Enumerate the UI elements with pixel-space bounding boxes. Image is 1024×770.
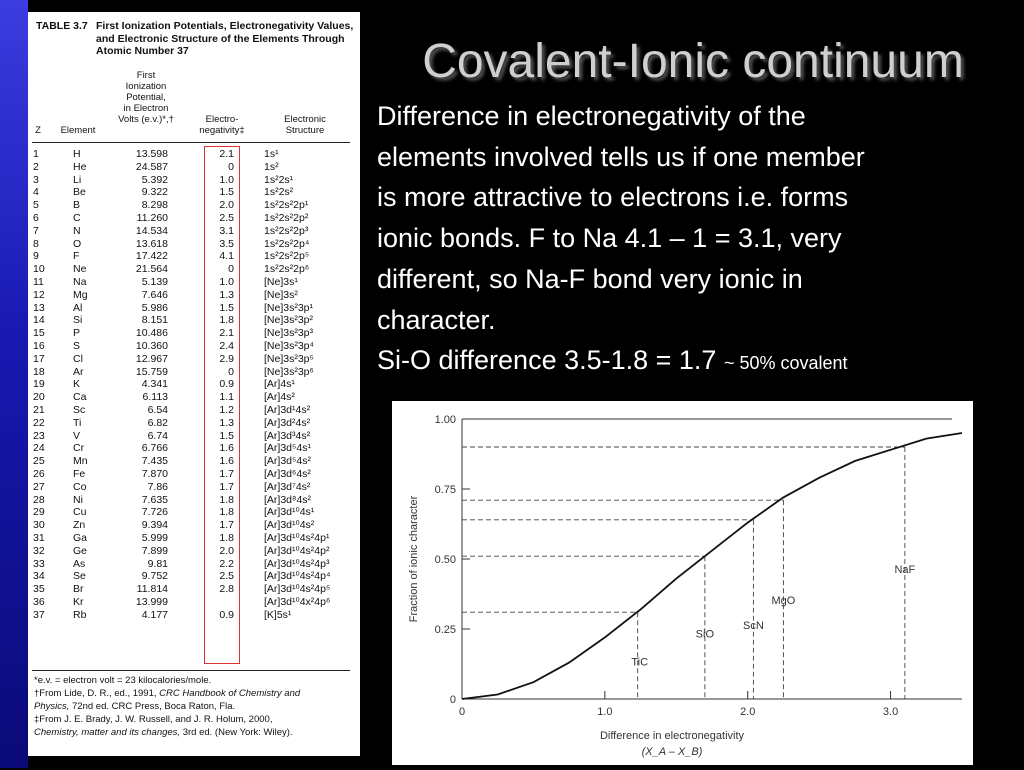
x-axis-label: Difference in electronegativity — [599, 730, 745, 742]
cell-structure: [Ar]3d¹⁰4s²4p¹ — [264, 532, 330, 544]
cell-z: 28 — [33, 493, 45, 506]
cell-structure: [Ne]3s²3p⁵ — [264, 352, 314, 365]
table-footnotes — [34, 674, 356, 739]
cell-z: 10 — [33, 263, 45, 276]
cell-element: Mg — [73, 288, 88, 301]
cell-ionization: 5.999 — [141, 532, 168, 544]
cell-z: 15 — [33, 327, 45, 340]
cell-ionization: 21.564 — [135, 263, 168, 276]
cell-element: H — [73, 148, 81, 160]
x-tick-label: 2.0 — [740, 706, 756, 718]
header-en-line: negativity‡ — [199, 125, 245, 136]
body-line: ionic bonds. F to Na 4.1 – 1 = 3.1, very — [377, 223, 842, 254]
table-row — [28, 225, 360, 238]
cell-z: 22 — [33, 416, 45, 429]
cell-ionization: 6.766 — [141, 442, 168, 455]
cell-z: 24 — [33, 442, 45, 455]
cell-ionization: 9.752 — [141, 570, 168, 583]
table-row — [28, 148, 360, 161]
table-row — [28, 250, 360, 263]
cell-structure: [Ar]3d¹⁰4s²4p⁵ — [264, 583, 331, 596]
cell-electronegativity: 1.8 — [219, 506, 234, 519]
cell-ionization: 7.870 — [141, 468, 168, 480]
annotation-label: SiO — [695, 628, 715, 641]
cell-electronegativity: 2.8 — [219, 583, 234, 596]
cell-ionization: 8.151 — [141, 314, 168, 327]
cell-element: P — [73, 327, 81, 340]
cell-structure: [Ar]3d¹⁰4s²4p³ — [264, 557, 330, 570]
cell-electronegativity: 2.5 — [219, 212, 234, 224]
cell-electronegativity: 2.1 — [219, 327, 234, 340]
table-row — [28, 596, 360, 609]
cell-ionization: 13.598 — [135, 148, 168, 160]
cell-element: Sc — [73, 404, 86, 416]
cell-structure: 1s²2s²2p⁶ — [264, 263, 310, 276]
cell-element: B — [73, 199, 81, 212]
cell-element: Ge — [73, 544, 88, 557]
cell-ionization: 6.74 — [147, 429, 168, 442]
cell-structure: [Ne]3s²3p⁶ — [264, 365, 314, 378]
table-row — [28, 391, 360, 404]
body-line: elements involved tells us if one member — [377, 141, 865, 172]
header-structure-line: Structure — [285, 125, 325, 136]
table-row — [28, 327, 360, 340]
footnote-book: CRC Handbook of Chemistry and — [159, 688, 301, 699]
cell-z: 23 — [33, 429, 45, 442]
table-caption: First Ionization Potentials, Electronegativity Values, and Electronic Structure of the Elements Through Atomic Number 37 — [96, 20, 354, 57]
y-tick-label: 0 — [449, 694, 456, 706]
cell-ionization: 11.814 — [136, 583, 168, 596]
element-table-panel — [28, 12, 360, 756]
header-en-line: Electro- — [205, 114, 239, 125]
series-line-ionic-character — [462, 433, 962, 699]
footnote-ev: *e.v. = electron volt = 23 kilocalories/mole. — [34, 675, 212, 686]
footnote-text: 72nd ed. CRC Press, Boca Raton, Fla. — [69, 701, 236, 712]
cell-element: Fe — [73, 468, 86, 480]
cell-z: 29 — [33, 506, 45, 519]
cell-z: 18 — [33, 365, 45, 378]
annotation-label: TiC — [631, 656, 649, 669]
cell-z: 2 — [33, 160, 39, 173]
table-row — [28, 302, 360, 315]
cell-ionization: 7.635 — [141, 493, 168, 506]
header-ip-line: in Electron — [123, 103, 169, 114]
header-ionization — [98, 70, 194, 125]
cell-z: 32 — [33, 544, 45, 557]
header-ip-line: Volts (e.v.)*,† — [118, 114, 174, 125]
cell-element: Al — [73, 301, 83, 314]
cell-structure: 1s²2s²2p² — [264, 212, 309, 224]
footnote-lide-cont — [34, 700, 356, 713]
cell-electronegativity: 1.5 — [219, 301, 234, 314]
cell-z: 9 — [33, 250, 39, 263]
cell-structure: [Ar]3d⁸4s² — [264, 493, 312, 506]
footnote-brady-cont — [34, 726, 356, 739]
cell-structure: [Ne]3s¹ — [264, 276, 298, 288]
cell-element: Rb — [73, 608, 87, 621]
cell-electronegativity: 2.0 — [219, 199, 234, 212]
cell-ionization: 10.360 — [135, 340, 168, 352]
y-tick-label: 0.50 — [434, 554, 456, 566]
footnote-lide — [34, 687, 356, 700]
y-tick-label: 1.00 — [434, 414, 456, 426]
x-tick-label: 1.0 — [597, 706, 613, 718]
cell-z: 20 — [33, 391, 45, 404]
table-row — [28, 378, 360, 391]
annotation-label: NaF — [894, 564, 916, 576]
cell-electronegativity: 2.0 — [219, 544, 234, 557]
footnote-book: Physics, — [34, 701, 70, 712]
cell-element: Na — [73, 276, 87, 288]
cell-electronegativity: 1.7 — [219, 468, 234, 480]
slide-title: Covalent-Ionic continuum — [422, 35, 964, 88]
cell-structure: 1s²2s²2p³ — [264, 224, 309, 237]
cell-electronegativity: 3.1 — [219, 224, 234, 237]
cell-z: 27 — [33, 480, 45, 493]
cell-element: As — [73, 557, 86, 570]
cell-electronegativity: 4.1 — [219, 250, 234, 263]
table-row — [28, 442, 360, 455]
cell-electronegativity: 1.3 — [219, 416, 234, 429]
covalent-percent-note: ~ 50% covalent — [723, 353, 848, 374]
cell-ionization: 6.82 — [147, 416, 168, 429]
cell-electronegativity: 0.9 — [219, 378, 234, 391]
cell-structure: 1s²2s²2p⁴ — [264, 237, 310, 250]
cell-structure: 1s²2s²2p⁵ — [264, 250, 310, 263]
cell-element: Ni — [73, 493, 83, 506]
cell-z: 13 — [33, 301, 45, 314]
table-row — [28, 174, 360, 187]
cell-structure: 1s²2s¹ — [264, 173, 294, 186]
cell-element: F — [73, 250, 80, 263]
cell-structure: [Ar]3d²4s² — [264, 416, 311, 429]
cell-ionization: 4.341 — [141, 378, 168, 391]
cell-structure: [K]5s¹ — [264, 608, 292, 621]
cell-z: 6 — [33, 212, 39, 224]
cell-z: 8 — [33, 237, 39, 250]
table-row — [28, 404, 360, 417]
cell-electronegativity: 0.9 — [219, 608, 234, 621]
body-line: different, so Na-F bond very ionic in — [377, 263, 803, 294]
cell-electronegativity: 1.2 — [219, 404, 234, 416]
cell-element: S — [73, 340, 81, 352]
cell-element: V — [73, 429, 81, 442]
cell-structure: 1s¹ — [264, 148, 279, 160]
cell-electronegativity: 1.7 — [219, 480, 234, 493]
cell-electronegativity: 2.2 — [219, 557, 234, 570]
cell-electronegativity: 1.0 — [219, 173, 234, 186]
footnote-book: Chemistry, matter and its changes, — [34, 727, 181, 738]
cell-ionization: 7.726 — [141, 506, 168, 519]
cell-z: 1 — [33, 148, 39, 160]
y-tick-label: 0.25 — [434, 624, 456, 636]
table-row — [28, 532, 360, 545]
header-ip-line: First — [136, 70, 156, 81]
cell-ionization: 7.899 — [141, 544, 168, 557]
header-element: Element — [60, 125, 96, 136]
cell-ionization: 15.759 — [135, 365, 168, 378]
cell-electronegativity: 1.7 — [219, 519, 234, 532]
cell-z: 17 — [33, 352, 45, 365]
table-row — [28, 314, 360, 327]
table-row — [28, 366, 360, 379]
slide-body — [377, 96, 1017, 384]
cell-electronegativity: 0 — [228, 160, 234, 173]
footer-rule — [32, 670, 350, 671]
cell-ionization: 9.322 — [141, 186, 168, 199]
cell-structure: 1s² — [264, 160, 279, 173]
sio-difference-text: Si-O difference 3.5-1.8 = 1.7 — [377, 345, 724, 376]
table-row — [28, 430, 360, 443]
header-ip-line: Ionization — [125, 81, 167, 92]
header-rule — [32, 142, 350, 143]
cell-ionization: 13.618 — [135, 237, 168, 250]
cell-element: O — [73, 237, 82, 250]
cell-z: 16 — [33, 340, 45, 352]
cell-ionization: 5.139 — [141, 276, 168, 288]
table-row — [28, 289, 360, 302]
footnote-text: †From Lide, D. R., ed., 1991, — [34, 688, 160, 699]
table-row — [28, 583, 360, 596]
x-tick-label: 3.0 — [882, 706, 899, 718]
cell-element: Ga — [73, 532, 88, 544]
cell-element: Cr — [73, 442, 85, 455]
cell-z: 26 — [33, 468, 45, 480]
cell-electronegativity: 2.1 — [219, 148, 234, 160]
table-row — [28, 494, 360, 507]
cell-structure: [Ar]3d¹4s² — [264, 404, 311, 416]
cell-element: Ne — [73, 263, 87, 276]
cell-ionization: 12.967 — [135, 352, 168, 365]
body-line: is more attractive to electrons i.e. forms — [377, 182, 849, 213]
cell-element: Si — [73, 314, 83, 327]
cell-structure: [Ne]3s²3p³ — [264, 327, 314, 340]
cell-element: Ti — [73, 416, 82, 429]
table-row — [28, 353, 360, 366]
cell-z: 4 — [33, 186, 39, 199]
body-line: Difference in electronegativity of the — [377, 101, 806, 131]
cell-electronegativity: 1.6 — [219, 442, 234, 455]
cell-z: 7 — [33, 224, 39, 237]
cell-electronegativity: 1.8 — [219, 493, 234, 506]
table-number: TABLE 3.7 — [36, 20, 88, 32]
cell-element: Be — [73, 186, 86, 199]
cell-z: 11 — [33, 276, 44, 288]
cell-element: Br — [73, 583, 84, 596]
cell-ionization: 10.486 — [135, 327, 168, 340]
header-electronegativity — [192, 114, 252, 136]
cell-element: Cu — [73, 506, 87, 519]
cell-electronegativity: 2.4 — [219, 340, 234, 352]
cell-electronegativity: 1.0 — [219, 276, 234, 288]
header-structure — [268, 114, 342, 136]
table-row — [28, 506, 360, 519]
cell-z: 35 — [33, 583, 45, 596]
table-row — [28, 199, 360, 212]
footnote-brady: ‡From J. E. Brady, J. W. Russell, and J. R. Holum, 2000, — [34, 714, 273, 725]
cell-element: Li — [73, 173, 82, 186]
footnote-text: 3rd ed. (New York: Wiley). — [180, 727, 293, 738]
cell-element: Ca — [73, 391, 87, 404]
cell-structure: [Ar]3d⁵4s¹ — [264, 442, 311, 455]
cell-element: Cl — [73, 352, 83, 365]
table-row — [28, 545, 360, 558]
cell-element: He — [73, 160, 87, 173]
cell-ionization: 7.646 — [141, 288, 168, 301]
cell-ionization: 9.81 — [147, 557, 168, 570]
cell-electronegativity: 1.5 — [219, 429, 234, 442]
cell-ionization: 9.394 — [141, 519, 168, 532]
table-row — [28, 481, 360, 494]
cell-structure: [Ar]3d⁷4s² — [264, 480, 311, 493]
ionic-character-chart-panel — [392, 401, 973, 765]
cell-electronegativity: 0 — [228, 263, 234, 276]
body-line-sio — [377, 340, 1017, 384]
cell-ionization: 7.435 — [141, 455, 168, 468]
annotation-label: MgO — [771, 594, 796, 607]
cell-ionization: 14.534 — [135, 224, 168, 237]
cell-electronegativity: 1.6 — [219, 455, 234, 468]
annotation-label: ScN — [743, 620, 764, 632]
cell-electronegativity: 1.8 — [219, 532, 234, 544]
header-z: Z — [35, 125, 41, 136]
cell-structure: 1s²2s²2p¹ — [264, 199, 309, 212]
cell-electronegativity: 1.1 — [219, 391, 234, 404]
cell-z: 12 — [33, 288, 45, 301]
cell-electronegativity: 1.5 — [219, 186, 234, 199]
cell-structure: [Ar]3d¹⁰4x²4p⁶ — [264, 596, 331, 608]
cell-structure: [Ar]4s² — [264, 391, 295, 404]
body-line: character. — [377, 304, 496, 335]
cell-ionization: 5.392 — [141, 173, 168, 186]
cell-structure: [Ar]3d¹⁰4s² — [264, 519, 315, 532]
cell-ionization: 11.260 — [136, 212, 168, 224]
header-ip-line: Potential, — [126, 92, 166, 103]
table-row — [28, 570, 360, 583]
cell-element: K — [73, 378, 81, 391]
table-row — [28, 340, 360, 353]
cell-structure: [Ar]3d³4s² — [264, 429, 311, 442]
cell-element: Zn — [73, 519, 86, 532]
cell-z: 31 — [33, 532, 45, 544]
cell-ionization: 6.113 — [142, 391, 168, 404]
cell-element: Kr — [73, 596, 84, 608]
left-accent-bar — [0, 0, 28, 768]
cell-ionization: 6.54 — [147, 404, 168, 416]
x-axis-sublabel: (X_A – X_B) — [641, 746, 703, 758]
cell-structure: [Ne]3s² — [264, 288, 298, 301]
cell-z: 34 — [33, 570, 45, 583]
y-tick-label: 0.75 — [434, 484, 456, 496]
table-row — [28, 238, 360, 251]
cell-structure: [Ar]4s¹ — [264, 378, 295, 391]
cell-ionization: 8.298 — [141, 199, 168, 212]
table-row — [28, 186, 360, 199]
cell-element: Ar — [73, 365, 84, 378]
table-row — [28, 161, 360, 174]
cell-structure: [Ar]3d¹⁰4s¹ — [264, 506, 315, 519]
cell-z: 37 — [33, 608, 45, 621]
x-tick-label: 0 — [458, 706, 466, 718]
cell-element: N — [73, 224, 81, 237]
cell-ionization: 4.177 — [141, 608, 168, 621]
ionic-character-chart — [392, 401, 973, 765]
cell-structure: [Ne]3s²3p¹ — [264, 301, 314, 314]
cell-ionization: 13.999 — [135, 596, 168, 608]
table-row — [28, 455, 360, 468]
cell-z: 33 — [33, 557, 45, 570]
cell-structure: [Ar]3d⁶4s² — [264, 468, 311, 480]
table-row — [28, 417, 360, 430]
cell-z: 36 — [33, 596, 45, 608]
cell-element: C — [73, 212, 81, 224]
cell-element: Co — [73, 480, 87, 493]
cell-z: 19 — [33, 378, 45, 391]
electronegativity-highlight-box — [204, 146, 240, 664]
cell-z: 30 — [33, 519, 45, 532]
cell-electronegativity: 1.8 — [219, 314, 234, 327]
cell-structure: [Ar]3d¹⁰4s²4p² — [264, 544, 330, 557]
table-row — [28, 468, 360, 481]
cell-z: 14 — [33, 314, 45, 327]
cell-ionization: 17.422 — [135, 250, 168, 263]
header-structure-line: Electronic — [284, 114, 326, 125]
cell-ionization: 5.986 — [141, 301, 168, 314]
cell-z: 21 — [33, 404, 45, 416]
table-row — [28, 519, 360, 532]
cell-ionization: 7.86 — [147, 480, 168, 493]
table-row — [28, 609, 360, 622]
y-axis-label: Fraction of ionic character — [408, 495, 420, 623]
cell-electronegativity: 3.5 — [219, 237, 234, 250]
cell-structure: [Ar]3d⁵4s² — [264, 455, 311, 468]
cell-structure: [Ar]3d¹⁰4s²4p⁴ — [264, 570, 331, 583]
cell-element: Mn — [73, 455, 88, 468]
cell-z: 25 — [33, 455, 45, 468]
cell-electronegativity: 2.9 — [219, 352, 234, 365]
cell-z: 3 — [33, 173, 39, 186]
cell-electronegativity: 1.3 — [219, 288, 234, 301]
cell-electronegativity: 0 — [228, 365, 234, 378]
table-row — [28, 263, 360, 276]
table-row — [28, 558, 360, 571]
table-row — [28, 212, 360, 225]
table-row — [28, 276, 360, 289]
cell-electronegativity: 2.5 — [219, 570, 234, 583]
cell-z: 5 — [33, 199, 39, 212]
cell-ionization: 24.587 — [135, 160, 168, 173]
cell-structure: 1s²2s² — [264, 186, 294, 199]
cell-element: Se — [73, 570, 86, 583]
cell-structure: [Ne]3s²3p⁴ — [264, 340, 315, 352]
cell-structure: [Ne]3s²3p² — [264, 314, 314, 327]
